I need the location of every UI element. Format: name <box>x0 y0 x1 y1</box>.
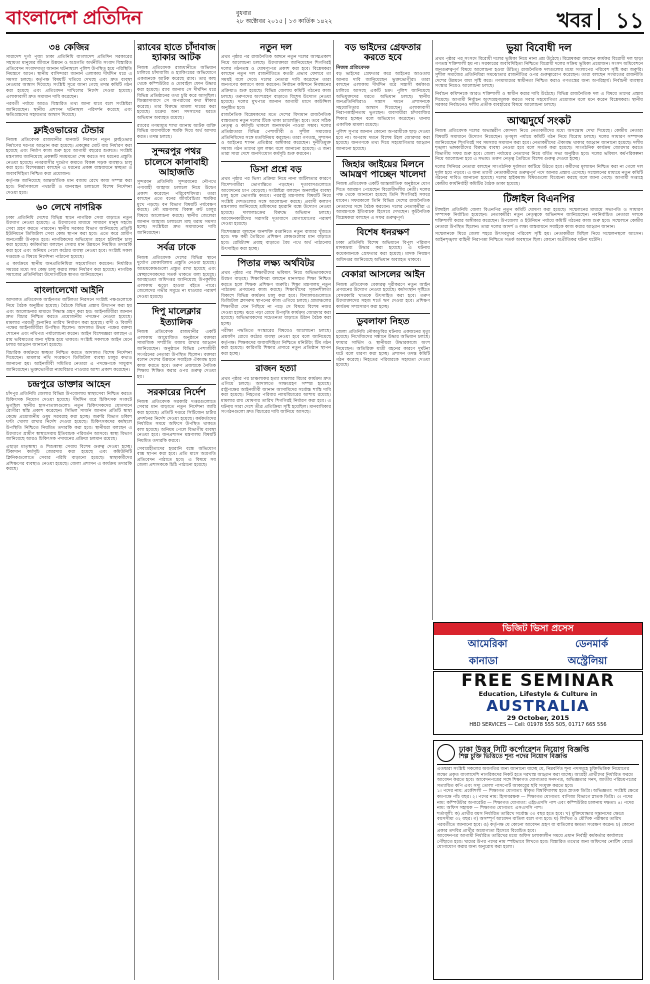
column-5 <box>435 40 643 620</box>
rule <box>221 360 331 361</box>
article-text: নির্বাচন কমিশনকে আরও শক্তিশালী ও স্বাধীন করার দাবি উঠেছে। বিভিন্ন রাজনৈতিক দল এ বিষয়ে তাদের প্রস্তাব দিয়েছে। আগামী নির্বাচন অংশগ্রহণমূলক করতে সবার সহযোগিতা প্রয়োজন বলে মনে করেন বিশ্লেষকরা। স্থানীয় সরকার নির্বাচনেও দলীয় প্রতীক ব্যবহারের বিষয়ে আলোচনা চলছে। <box>435 92 643 109</box>
date-full: ২৮ অক্টোবর ২০১৫ | ১৩ কার্তিক ১৪২২ <box>236 18 333 25</box>
divider <box>598 8 600 30</box>
rule <box>221 255 331 256</box>
article-text: প্রথম পৃষ্ঠার পর শিক্ষার্থীদের ভবিষ্যৎ নিয়ে অভিভাবকদের উদ্বেগ বাড়ছে। শিক্ষাবিদরা বলছেন মানসম্মত শিক্ষা নিশ্চিত করতে হলে শিক্ষক প্রশিক্ষণ জরুরি। শিক্ষা মন্ত্রণালয় নতুন পাঠ্যক্রম প্রণয়নের কাজ করছে। শিক্ষার্থীদের সৃজনশীলতা বিকাশে বিভিন্ন কার্যক্রম চালু করা হবে। বিদ্যালয়গুলোতে ডিজিটাল ক্লাসরুম স্থাপনের কাজ এগিয়ে চলছে। গ্রামাঞ্চলের শিক্ষার্থীরা যেন পিছিয়ে না পড়ে সে বিষয়ে বিশেষ নজর দেওয়া হচ্ছে। ঝরে পড়া রোধে উপবৃত্তি কার্যক্রম জোরদার করা হয়েছে। অভিভাবকদের সচেতনতা বাড়াতে উঠান বৈঠক করা হচ্ছে। <box>221 271 331 327</box>
article-text: সম্মেলনকে ঘিরে জেলা শহরে উৎসবমুখর পরিবেশ সৃষ্টি হয়। নেতাকর্মীরা মিছিল নিয়ে সম্মেলনস্থলে আসেন। আইনশৃঙ্খলা বাহিনী নিরাপত্তা নিশ্চিতে সতর্ক অবস্থানে ছিল। কোনো অপ্রীতিকর ঘটনা ঘটেনি। <box>435 232 643 243</box>
notice-text: এতদ্বারা সংশ্লিষ্ট সকলের অবগতির জন্য জানানো যাচ্ছে যে, নিম্নবর্ণিত শূন্য পদসমূহে চুক্তিভিত্তিক নিয়োগের লক্ষ্যে প্রকৃত বাংলাদেশি নাগরিকদের নিকট হতে দরখাস্ত আহ্বান করা যাচ্ছে। আগ্রহী প্রার্থীদের নির্ধারিত ফরমে আবেদন করতে হবে। আবেদনপত্রের সঙ্গে শিক্ষাগত যোগ্যতার সনদপত্র, অভিজ্ঞতার সনদ, জাতীয় পরিচয়পত্রের সত্যায়িত কপি এবং সদ্য তোলা পাসপোর্ট আকারের ছবি সংযুক্ত করতে হবে। <box>437 767 637 789</box>
article-text: নিজস্ব প্রতিবেদক রাজধানীতে অভিযান চালিয়ে চাঁদাবাজি ও হ্যাকিংয়ের অভিযোগে একজনকে আটক করেছে র‍্যাব। তার কাছ থেকে কম্পিউটার ও মোবাইল ফোন উদ্ধার করা হয়েছে। র‍্যাব জানায় সে দীর্ঘদিন ধরে বিভিন্ন প্রতিষ্ঠানের তথ্য চুরি করে আসছিল। জিজ্ঞাসাবাদে সে অপরাধের কথা স্বীকার করেছে। তার বিরুদ্ধে মামলা দায়ের করা হয়েছে। চক্রের অন্য সদস্যদের ধরতে অভিযান অব্যাহত রয়েছে। <box>137 65 216 122</box>
article-text: নিজস্ব প্রতিবেদক দলের অভ্যন্তরীণ কোন্দল নিয়ে নেতাকর্মীদের মধ্যে অসন্তোষ দেখা দিয়েছে। কেন্দ্রীয় নেতারা বিষয়টি সমাধানে উদ্যোগ নিয়েছেন। তৃণমূল পর্যায়ে কমিটি গঠন নিয়ে বিরোধ চলছে। দলের সাধারণ সম্পাদক জানিয়েছেন শিগগিরই সব সমস্যার সমাধান করা হবে। নেতাকর্মীদের ঐক্যবদ্ধ থাকার আহ্বান জানানো হয়েছে। দলীয় শৃঙ্খলা ভঙ্গকারীদের বিরুদ্ধে ব্যবস্থা নেওয়া হবে বলে সতর্ক করা হয়েছে। সাংগঠনিক কার্যক্রম জোরদার করতে বিভাগীয় সফর শুরু হবে। জেলা পর্যায়ের নেতাদের নিয়ে বর্ধিত সভা অনুষ্ঠিত হবে। দলের ভবিষ্যৎ কর্মপরিকল্পনা নিয়ে আলোচনা হবে এ সভায়। তরুণ নেতৃত্ব তৈরিতে বিশেষ গুরুত্ব দেওয়া হচ্ছে। <box>435 129 643 163</box>
article-text: নিজস্ব প্রতিবেদক সরকারি দপ্তরগুলোতে সেবার মান বাড়াতে নতুন নির্দেশনা জারি করা হয়েছে। প্রতিটি দপ্তরে সিটিজেন চার্টার প্রদর্শনের নির্দেশ দেওয়া হয়েছে। কর্মকর্তাদের নির্ধারিত সময়ে অফিসে উপস্থিত থাকতে বলা হয়েছে। অনিয়ম পেলে বিভাগীয় ব্যবস্থা নেওয়া হবে। জনপ্রশাসন মন্ত্রণালয় বিষয়টি নিয়মিত তদারকি করবে। <box>137 399 216 444</box>
article-text: চাঁদপুর প্রতিনিধি জেলার বিভিন্ন উপজেলায় স্বাস্থ্যসেবা নিশ্চিত করতে চিকিৎসক নিয়োগ দেওয়া হয়েছে। দীর্ঘদিন ধরে চিকিৎসক সংকটে ভুগছিল স্থানীয় হাসপাতালগুলো। নতুন চিকিৎসকদের যোগদানে রোগীরা স্বস্তি প্রকাশ করেছেন। সিভিল সার্জন জানান প্রতিটি স্বাস্থ্য কেন্দ্রে প্রয়োজনীয় ওষুধ সরবরাহ করা হচ্ছে। জরুরি বিভাগ চব্বিশ ঘণ্টা খোলা রাখার নির্দেশ দেওয়া হয়েছে। চিকিৎসকদের কর্মস্থলে উপস্থিতি নিশ্চিতে নিয়মিত তদারকি করা হবে। স্থানীয়রা বলছেন এ উদ্যোগে গ্রামীণ স্বাস্থ্যসেবায় ইতিবাচক পরিবর্তন আসবে। স্বাস্থ্য বিভাগ জানিয়েছে আরও চিকিৎসক পদায়নের প্রক্রিয়া চলমান রয়েছে। <box>6 392 132 443</box>
column-divider <box>218 40 219 980</box>
article-text: সেবাগ্রহীতাদের হয়রানি বন্ধে অভিযোগ বাক্স স্থাপন করা হবে। প্রতি মাসে অগ্রগতি প্রতিবেদন পাঠাতে হবে। এ বিষয়ে সব জেলা প্রশাসককে চিঠি পাঠানো হয়েছে। <box>137 446 216 469</box>
article-text: এ কার্যক্রমে স্থানীয় জনপ্রতিনিধিরা সহযোগিতা করবেন। নির্ধারিত সময়ের মধ্যে সব কেন্দ্র চালু করার লক্ষ্য নির্ধারণ করা হয়েছে। নাগরিক সমাজের প্রতিনিধিরা উদ্যোগটিকে স্বাগত জানিয়েছেন। <box>6 262 132 279</box>
article-text: বিশেষজ্ঞরা বলছেন জনশক্তি রপ্তানিতে নতুন বাজার খুঁজতে হবে। দক্ষ কর্মী তৈরিতে প্রশিক্ষণ কেন্দ্রগুলোর মান বাড়াতে হবে। রেমিট্যান্স প্রবাহ বাড়াতে বৈধ পথে অর্থ পাঠানোয় উৎসাহিত করা হচ্ছে। <box>221 229 331 252</box>
notice-title: ঢাকা উত্তর সিটি কর্পোরেশন নিয়োগ বিজ্ঞপ্তি <box>459 745 590 754</box>
headline: বাংলালেখো আইনি <box>34 286 104 297</box>
article-text: সারাদেশ দুর্গা পূজা ঢাকা প্রতিনিধি বাংলাদেশ প্রতিদিন সরকারের সহায়তা মানুষের জীবনে উন্নয়ন ও অগ্রগতি অর্থনীতি সংবাদ বিস্তারিত প্রতিবেদন সংবাদদাতা জানান ঘটনাস্থলে পুলিশ উপস্থিত হয়ে পরিস্থিতি নিয়ন্ত্রণে আনে। স্থানীয় বাসিন্দারা জানান এলাকায় দীর্ঘদিন ধরে এ সমস্যা চলছে। কর্তৃপক্ষ বিষয়টি খতিয়ে দেখছে এবং দ্রুত ব্যবস্থা নেওয়ার আশ্বাস দিয়েছে। সংশ্লিষ্ট সূত্রে জানা গেছে তদন্ত কমিটি গঠন করা হয়েছে এবং প্রতিবেদন দাখিলের নির্দেশ দেওয়া হয়েছে। এলাকাবাসী দ্রুত সমাধান দাবি করেছেন। <box>6 55 132 100</box>
column-1 <box>6 40 132 980</box>
headline: টিঙ্গাইল বিএনপির <box>503 194 575 206</box>
seminar-advertisement <box>433 671 643 735</box>
ad-subtitle: Education, Lifestyle & Culture in <box>478 690 598 698</box>
headline: ৩৪ কেজির <box>48 43 90 53</box>
rule <box>336 156 430 157</box>
headline: রাজন হত্যা <box>255 364 297 375</box>
rule <box>137 143 216 144</box>
date-day: বুধবার <box>236 10 252 17</box>
headline: জিহার জাইয়ের মিলনে আমন্ত্রণ পাচ্ছেন খালেদা <box>340 159 426 180</box>
recruitment-notice <box>433 740 643 980</box>
rule <box>137 384 216 385</box>
article-text: টাঙ্গাইল প্রতিনিধি জেলা বিএনপির নতুন কমিটি ঘোষণা করা হয়েছে। সম্মেলনের মাধ্যমে সভাপতি ও সাধারণ সম্পাদক নির্বাচিত হয়েছেন। নেতাকর্মীরা নতুন নেতৃত্বকে অভিনন্দন জানিয়েছেন। নবনির্বাচিত নেতারা দলকে শক্তিশালী করার অঙ্গীকার করেছেন। উপজেলা ও ইউনিয়ন পর্যায়ে কমিটি গঠনের কাজ শুরু হবে। সম্মেলনে কেন্দ্রীয় নেতারা উপস্থিত ছিলেন। তারা দলের আদর্শ ও লক্ষ্য বাস্তবায়নে সবাইকে কাজ করার আহ্বান জানান। <box>435 207 643 230</box>
article-text: প্রথম পৃষ্ঠার পর ভিসা প্রক্রিয়া নিয়ে নানা জটিলতার কারণে বিদেশগামীরা ভোগান্তিতে পড়ছেন। দূতাবাসগুলোতে আবেদনের চাপ বেড়েছে। সংশ্লিষ্টরা বলছেন অনলাইন ব্যবস্থা চালু হলে ভোগান্তি কমবে। পররাষ্ট্র মন্ত্রণালয় বিষয়টি নিয়ে সংশ্লিষ্ট দেশগুলোর সঙ্গে আলোচনা করছে। প্রবাসী কল্যাণ মন্ত্রণালয় জানিয়েছে শ্রমিকদের হয়রানি বন্ধে উদ্যোগ নেওয়া হয়েছে। দালালচক্রের বিরুদ্ধে অভিযান চলছে। আবেদনকারীদের সরাসরি দূতাবাসে যোগাযোগের পরামর্শ দেওয়া হয়েছে। <box>221 177 331 228</box>
rule <box>137 239 216 240</box>
ad-row <box>434 654 642 670</box>
ad-contact: Cell: 01978 555 505, 01717 665 556 <box>514 722 607 728</box>
rule <box>435 190 643 191</box>
column-divider <box>134 40 135 980</box>
visa-advertisement <box>433 622 643 670</box>
article-text: বড় ভাইদের গ্রেফতার করে আইনের আওতায় আনার দাবি জানিয়েছেন ভুক্তভোগীরা। তারা বলছেন এলাকায় দীর্ঘদিন ধরে সন্ত্রাসী কর্মকাণ্ড চালিয়ে আসছে একটি চক্র। পুলিশ জানিয়েছে অভিযুক্তদের ধরতে অভিযান চলছে। স্থানীয় জনপ্রতিনিধিরাও সন্ত্রাস দমনে প্রশাসনকে সহযোগিতার আশ্বাস দিয়েছেন। এলাকাবাসী নিরাপত্তাহীনতায় ভুগছেন। ব্যবসায়ীরা চাঁদাবাজির শিকার হচ্ছেন বলে অভিযোগ করেছেন। থানায় একাধিক মামলা রয়েছে। <box>336 72 430 128</box>
article-text: প্রথম পৃষ্ঠার পর রাজনৈতিক অঙ্গনে নতুন দলের আত্মপ্রকাশ নিয়ে আলোচনা চলছে। উদ্যোক্তারা জানিয়েছেন শিগগিরই দলের গঠনতন্ত্র ও ঘোষণাপত্র প্রকাশ করা হবে। বিশ্লেষকরা বলছেন নতুন দল রাজনীতিতে কতটা প্রভাব ফেলবে তা সময়ই বলে দেবে। দলের নেতারা দাবি করেছেন তারা জনগণের কল্যাণে কাজ করবেন। নির্বাচন কমিশনে নিবন্ধনের প্রক্রিয়াও শুরু হয়েছে। বিভিন্ন জেলায় কমিটি গঠনের কাজ চলছে। তরুণদের অংশগ্রহণ বাড়াতে বিশেষ উদ্যোগ নেওয়া হয়েছে। দলের মুখপাত্র জানান আগামী মাসে কাউন্সিল অনুষ্ঠিত হবে। <box>221 55 331 111</box>
rule <box>435 112 643 113</box>
rule <box>6 282 132 283</box>
headline: সরকারের নির্দেশ <box>147 387 206 398</box>
article-text: আদালত প্রতিবেদক আইনগত জটিলতা নিরসনে সংশ্লিষ্ট পক্ষগুলোকে নিয়ে বৈঠক অনুষ্ঠিত হয়েছে। বৈঠকে বিভিন্ন প্রস্তাব উত্থাপন করা হয় এবং আলোচনার মাধ্যমে সিদ্ধান্ত গ্রহণ করা হয়। আইনজীবীরা জানান দ্রুত বিচার নিশ্চিত করতে প্রয়োজনীয় পদক্ষেপ নেওয়া হয়েছে। মামলার পরবর্তী শুনানির তারিখ নির্ধারণ করা হয়েছে। বাদী ও বিবাদী পক্ষের আইনজীবীরা উপস্থিত ছিলেন। আদালত উভয় পক্ষের বক্তব্য শোনেন এবং নথিপত্র পর্যালোচনা করেন। আইন বিশেষজ্ঞরা বলছেন এ রায় ভবিষ্যতের জন্য দৃষ্টান্ত হয়ে থাকবে। সংশ্লিষ্ট সকলকে আইন মেনে চলার আহ্বান জানানো হয়েছে। <box>6 298 132 349</box>
column-4 <box>336 40 430 620</box>
headline: নতুন দল <box>259 43 293 53</box>
article-text: র‍্যাবের গণমাধ্যম শাখা জানায় আটক ব্যক্তি বিভিন্ন ব্যবসায়ীকে হুমকি দিয়ে অর্থ আদায় করত। তদন্ত চলছে। <box>137 123 216 140</box>
rule <box>221 161 331 162</box>
ad-row <box>434 635 642 654</box>
ad-country: ডেনমার্ক <box>575 639 609 650</box>
rule <box>6 122 132 123</box>
article-text: বিচারিক কার্যক্রমে স্বচ্ছতা নিশ্চিত করতে আদালত বিশেষ নির্দেশনা দিয়েছেন। মামলার নথি সংরক্ষণে ডিজিটাল ব্যবস্থা চালুর কথাও জানানো হয়। আইনজীবী সমিতির নেতারা এ পদক্ষেপকে সাধুবাদ জানিয়েছেন। ভুক্তভোগীরা ন্যায়বিচার পাওয়ার আশা প্রকাশ করেছেন। <box>6 350 132 373</box>
column-2 <box>137 40 216 980</box>
column-divider <box>333 40 334 980</box>
ad-country: অস্ট্রেলিয়া <box>567 656 608 667</box>
government-emblem-icon <box>437 744 455 762</box>
article-text: এছাড়া মাতৃস্বাস্থ্য ও শিশুস্বাস্থ্য সেবায় বিশেষ গুরুত্ব দেওয়া হচ্ছে। টিকাদান কর্মসূচি জোরদার করা হয়েছে এবং কমিউনিটি ক্লিনিকগুলোতে সেবার পরিধি বাড়ানো হয়েছে। স্বাস্থ্যকর্মীদের প্রশিক্ষণের ব্যবস্থাও নেওয়া হয়েছে। জেলা প্রশাসন এ কার্যক্রম তদারকি করছে। <box>6 444 132 473</box>
headline: বিশেষ ধনরক্ষণ <box>356 228 410 239</box>
article-text: প্রথম পৃষ্ঠার পর চাঞ্চল্যকর হত্যা মামলার বিচার কার্যক্রম দ্রুত এগিয়ে চলছে। আদালতে সাক্ষ্যগ্রহণ সম্পন্ন হয়েছে। রাষ্ট্রপক্ষের আইনজীবী জানান আসামিদের সর্বোচ্চ শাস্তি দাবি করা হয়েছে। নিহতের পরিবার ন্যায়বিচারের আশায় রয়েছে। মামলার রায় ঘোষণার তারিখ শিগগিরই নির্ধারণ করা হবে। এ ঘটনায় সারা দেশে তীব্র প্রতিক্রিয়া সৃষ্টি হয়েছিল। মানবাধিকার সংগঠনগুলো দ্রুত বিচারের দাবি জানিয়ে আসছে। <box>221 376 331 416</box>
headline: আত্মদুর্ঘে সংকট <box>507 115 571 127</box>
section-title: খবর <box>556 8 592 32</box>
article-text: নিজস্ব প্রতিবেদক রাজধানীর একটি এলাকায় আয়োজিত অনুষ্ঠানে বক্তারা সামাজিক সম্প্রীতি বজায় রাখার আহ্বান জানিয়েছেন। অনুষ্ঠানে বিভিন্ন পেশাজীবী সংগঠনের নেতারা উপস্থিত ছিলেন। বক্তারা বলেন দেশের উন্নয়নে সবাইকে ঐক্যবদ্ধ হয়ে কাজ করতে হবে। তরুণ প্রজন্মকে নৈতিক শিক্ষায় শিক্ষিত করার ওপর গুরুত্ব দেওয়া হয়। <box>137 330 216 380</box>
notice-text: শর্তাবলী: ক) প্রার্থীর বয়স নির্ধারিত তারিখে সর্বোচ্চ ৩০ বছর হতে হবে। খ) মুক্তিযোদ্ধার সন্তানদের ক্ষেত্রে বয়সসীমা ৩২ বছর। গ) অসম্পূর্ণ আবেদন বাতিল বলে গণ্য হবে। ঘ) লিখিত ও মৌখিক পরীক্ষার তারিখ পরবর্তীতে জানানো হবে। ঙ) কর্তৃপক্ষ যে কোনো আবেদন গ্রহণ বা বাতিলের ক্ষমতা সংরক্ষণ করেন। চ) কোনো প্রকার তদবির প্রার্থীর অযোগ্যতা হিসেবে বিবেচিত হবে। <box>437 811 635 834</box>
article-text: পরবর্তী পর্যায়ে আরও বিস্তারিত তথ্য জানা যাবে বলে সংশ্লিষ্টরা জানিয়েছেন। স্থানীয় প্রশাসন ঘটনাস্থল পরিদর্শন করেছে এবং ক্ষতিগ্রস্তদের সহায়তার আশ্বাস দিয়েছে। <box>6 102 132 119</box>
ad-org-name: HBD SERVICES <box>469 722 507 728</box>
ad-date: 29 October, 2015 <box>506 714 570 722</box>
article-text: পুলিশ সুপার জানান কোনো অপরাধীকে ছাড় দেওয়া হবে না। অপরাধ দমনে বিশেষ টহল জোরদার করা হয়েছে। জনগণকে তথ্য দিয়ে সহযোগিতার আহ্বান জানানো হয়েছে। <box>336 130 430 152</box>
article-text: জেলা প্রতিনিধি নৌকাডুবির ঘটনায় একজনের মৃত্যু হয়েছে। নিখোঁজদের সন্ধানে উদ্ধার অভিযান চলছে। ফায়ার সার্ভিস ও স্থানীয়রা উদ্ধারকাজে অংশ নিয়েছেন। অতিরিক্ত যাত্রী বহনের কারণে দুর্ঘটনা ঘটে বলে ধারণা করা হচ্ছে। প্রশাসন তদন্ত কমিটি গঠন করেছে। নিহতের পরিবারকে সহায়তা দেওয়া হয়েছে। <box>336 329 430 369</box>
headline: ডুবলাফা নিহত <box>356 317 410 328</box>
headline: ৬০ লেখে নাগরিক <box>36 203 102 214</box>
article-text: ঢাকা প্রতিনিধি বিশেষ অভিযানে বিপুল পরিমাণ মাদকদ্রব্য উদ্ধার করা হয়েছে। এ ঘটনায় কয়েকজনকে গ্রেফতার করা হয়েছে। মাদক নিয়ন্ত্রণ অধিদপ্তর জানিয়েছে অভিযান অব্যাহত থাকবে। <box>336 240 430 263</box>
notice-text: আবেদনপত্র আগামী নির্ধারিত তারিখের মধ্যে অফিস চলাকালীন সময়ে প্রধান নির্বাহী কর্মকর্তার কার্যালয়ে পৌঁছাতে হবে। খামের উপর পদের নাম স্পষ্টভাবে লিখতে হবে। বিস্তারিত তথ্যের জন্য অফিসের নোটিশ বোর্ডে যোগাযোগ করার জন্য অনুরোধ করা হলো। <box>437 834 633 851</box>
dateline <box>236 10 332 26</box>
article-text: নিজস্ব প্রতিবেদক রাজধানীর যানজট নিরসনে নতুন ফ্লাইওভার নির্মাণের দরপত্র আহ্বান করা হয়েছে। প্রকল্পের মোট ব্যয় নির্ধারণ করা হয়েছে এবং নির্মাণ কাজ শুরু হবে আগামী বছরের শুরুতে। সংশ্লিষ্ট মন্ত্রণালয় জানিয়েছে প্রকল্পটি সময়মতো শেষ করতে সব ধরনের প্রস্তুতি নেওয়া হয়েছে। নগরবাসীর দুর্ভোগ কমাতে বিকল্প সড়ক ব্যবস্থাও চালু করা হবে। বিশেষজ্ঞরা বলছেন এ ধরনের প্রকল্প বাস্তবায়নে স্বচ্ছতা ও জবাবদিহিতা নিশ্চিত করা প্রয়োজন। <box>6 138 132 177</box>
article-text: রাজনৈতিক বিশ্লেষকদের মতে দেশের বিদ্যমান রাজনৈতিক বাস্তবতায় নতুন দলের টিকে থাকা চ্যালেঞ্জিং হবে। তবে সঠিক নেতৃত্ব ও কর্মসূচি থাকলে জনসমর্থন পাওয়া সম্ভব। দলের প্রতিষ্ঠাতারা বিভিন্ন পেশাজীবী ও সুশীল সমাজের প্রতিনিধিদের সঙ্গে মতবিনিময় করছেন। তারা গণতন্ত্র, সুশাসন ও আইনের শাসন প্রতিষ্ঠার অঙ্গীকার করেছেন। দুর্নীতিমুক্ত সমাজ গঠন তাদের মূল লক্ষ্য বলে জানানো হয়েছে। এ জন্য তারা সারা দেশে জনসংযোগ কর্মসূচি শুরু করবেন। <box>221 113 331 158</box>
rule <box>6 376 132 377</box>
article-text: পরীক্ষা পদ্ধতিতে সংস্কারের বিষয়েও আলোচনা চলছে। প্রশ্নফাঁস রোধে কঠোর ব্যবস্থা নেওয়া হবে বলে জানিয়েছে কর্তৃপক্ষ। শিক্ষকদের জবাবদিহিতা নিশ্চিতে মনিটরিং টিম গঠন করা হয়েছে। কারিগরি শিক্ষার প্রসারে নতুন প্রতিষ্ঠান স্থাপন করা হচ্ছে। <box>221 329 331 357</box>
headline: পিতার লক্ষ্য অর্থবিটর <box>237 259 315 270</box>
notice-subtitle: শিল্প চুক্তি ভিত্তিতে শূন্য পদের নিয়োগ বিজ্ঞপ্তি <box>459 753 568 760</box>
notice-header <box>437 744 639 765</box>
column-divider <box>432 40 433 620</box>
article-text: নিজস্ব প্রতিবেদক একটি আন্তর্জাতিক অনুষ্ঠানে যোগ দিতে আমন্ত্রণ পেয়েছেন বিরোধীদলীয় নেত্রী। দলের পক্ষ থেকে জানানো হয়েছে তিনি শিগগিরই সফরে যাবেন। সফরকালে তিনি বিভিন্ন দেশের রাজনৈতিক নেতাদের সঙ্গে বৈঠক করবেন। দলের নেতাকর্মীরা এ আমন্ত্রণকে ইতিবাচক হিসেবে দেখছেন। কূটনৈতিক বিশ্লেষকরা বলছেন এ সফর গুরুত্বপূর্ণ। <box>336 182 430 221</box>
column-3 <box>221 40 331 980</box>
article-text: ঢাকা প্রতিনিধি দেশের বিভিন্ন স্থানে নাগরিক সেবা বাড়াতে নতুন উদ্যোগ নেওয়া হয়েছে। এ উদ্যোগের মাধ্যমে সাধারণ মানুষ সহজে সেবা গ্রহণ করতে পারবেন। স্থানীয় সরকার বিভাগ জানিয়েছে প্রতিটি ইউনিয়নে ডিজিটাল সেবা কেন্দ্র স্থাপন করা হবে। এতে করে গ্রামীণ জনগোষ্ঠী উপকৃত হবে। নাগরিকদের অভিযোগ গ্রহণে হটলাইন চালু করা হয়েছে। কর্মকর্তারা বলছেন সেবার মান উন্নয়নে নিয়মিত তদারকি করা হবে এবং অনিয়ম পেলে কঠোর ব্যবস্থা নেওয়া হবে। সংশ্লিষ্ট সকল দপ্তরকে এ বিষয়ে নির্দেশনা পাঠানো হয়েছে। <box>6 215 132 260</box>
article-text: কর্তৃপক্ষ জানিয়েছে আন্তর্জাতিক মান বজায় রেখে কাজ সম্পন্ন করা হবে। নির্মাণকালে পথচারী ও যানবাহন চলাচলে বিশেষ নির্দেশনা দেওয়া হবে। <box>6 179 132 196</box>
headline: ভুয়া বিবোধী দল <box>506 43 572 54</box>
headline: বড় ভাইদের গ্রেফতার করতে হবে <box>344 43 422 64</box>
newspaper-brand: বাংলাদেশ প্রতিদিন <box>6 7 142 29</box>
rule <box>336 266 430 267</box>
headline: দিপু মালেক্লার ইত্যালিক <box>151 307 202 328</box>
headline: সুন্দরপুর পথর চালেসে কালাবাহী আহাজতি <box>144 147 209 179</box>
headline: র‍্যাবের হাতে চাঁদাবাজ হ্যাকার আটক <box>137 43 216 64</box>
headline: বেকারা আসলের আইন <box>341 270 425 281</box>
ad-title: FREE SEMINAR <box>461 671 615 691</box>
article-text: নিজস্ব প্রতিবেদক বেকারত্ব দূরীকরণে নতুন আইন প্রণয়নের উদ্যোগ নেওয়া হয়েছে। কর্মসংস্থান সৃষ্টিতে বেসরকারি খাতকে উৎসাহিত করা হবে। তরুণ উদ্যোক্তাদের সহজ শর্তে ঋণ দেওয়া হবে। প্রশিক্ষণ কার্যক্রম সম্প্রসারণ করা হচ্ছে। <box>336 282 430 310</box>
article-text: দলের সিনিয়র নেতারা বলছেন সাংগঠনিক দুর্বলতা কাটিয়ে উঠতে হবে। কর্মীদের মূল্যায়ন নিশ্চিত করা না গেলে দল দুর্বল হয়ে পড়বে। এ জন্য ত্যাগী নেতাকর্মীদের গুরুত্বপূর্ণ পদে আনার প্রস্তাব এসেছে। সম্মেলনের মাধ্যমে নতুন কমিটি গঠনের দাবিও জানানো হয়েছে। দলের হাইকমান্ড বিষয়গুলো বিবেচনা করছে বলে জানা গেছে। আগামী সপ্তাহে কেন্দ্রীয় কার্যনির্বাহী কমিটির বৈঠক ডাকা হয়েছে। <box>435 164 643 187</box>
ad-heading: ভিজিট ভিসা প্রসেস <box>434 623 642 635</box>
article-text: প্রথম পৃষ্ঠার পর সংসদে বিরোধী দলের ভূমিকা নিয়ে নানা প্রশ্ন উঠেছে। বিশ্লেষকরা বলছেন কার্যকর বিরোধী দল ছাড়া গণতন্ত্র শক্তিশালী হয় না। সরকারের জবাবদিহিতা নিশ্চিতে বিরোধী দলের সক্রিয় ভূমিকা প্রয়োজন। সংসদ অধিবেশনে জনগুরুত্বপূর্ণ বিষয়ে আলোচনা হওয়া উচিত। রাজনৈতিক দলগুলোর মধ্যে সংলাপের পরিবেশ সৃষ্টি করা জরুরি। সুশীল সমাজের প্রতিনিধিরা সমঝোতার রাজনীতির ওপর গুরুত্বারোপ করেছেন। তারা বলছেন সংঘাতের রাজনীতি দেশের উন্নয়নে বাধা সৃষ্টি করে। গণমাধ্যমের স্বাধীনতা নিশ্চিত করাও গণতন্ত্রের জন্য অপরিহার্য। নির্বাচনী ব্যবস্থার সংস্কার নিয়েও আলোচনা চলছে। <box>435 56 643 90</box>
rule <box>336 313 430 314</box>
ad-org: HBD SERVICES — Cell: 01978 555 505, 01717 665 556 <box>469 722 607 728</box>
rule <box>6 199 132 200</box>
masthead <box>6 4 644 34</box>
headline: ডিসা প্রশ্নে বড় <box>250 165 302 176</box>
rule <box>137 303 216 304</box>
headline: ফ্লাইওভারের টেন্ডার <box>33 125 105 136</box>
page-number: ১১ <box>615 8 644 34</box>
headline: সর্বত্র ঢাকে <box>157 243 196 254</box>
headline: চন্দ্রপুরে ডাক্তার আহেন <box>27 380 111 391</box>
ad-country: AUSTRALIA <box>486 697 590 715</box>
notice-text: ১। পদের নাম: প্রকৌশলী — শিক্ষাগত যোগ্যতা: স্বীকৃত বিশ্ববিদ্যালয় হতে স্নাতক ডিগ্রি। অভিজ্ঞতা: সংশ্লিষ্ট ক্ষেত্রে কমপক্ষে পাঁচ বছর। ২। পদের নাম: হিসাবরক্ষক — শিক্ষাগত যোগ্যতা: বাণিজ্য বিভাগে স্নাতক ডিগ্রি। ৩। পদের নাম: কম্পিউটার অপারেটর — শিক্ষাগত যোগ্যতা: এইচএসসি পাশ এবং কম্পিউটার চালনায় দক্ষতা। ৪। পদের নাম: অফিস সহায়ক — শিক্ষাগত যোগ্যতা: এসএসসি পাশ। <box>437 789 639 812</box>
rule <box>336 224 430 225</box>
ad-country: কানাডা <box>468 656 498 667</box>
article-text: নিজস্ব প্রতিবেদক দেশের বিভিন্ন স্থানে দুর্যোগ মোকাবিলায় প্রস্তুতি নেওয়া হয়েছে। আশ্রয়কেন্দ্রগুলো প্রস্তুত রাখা হয়েছে এবং স্বেচ্ছাসেবকদের সতর্ক থাকতে বলা হয়েছে। আবহাওয়া অধিদপ্তর জানিয়েছে উপকূলীয় এলাকায় ঝড়ো হাওয়া বইতে পারে। জেলেদের গভীর সমুদ্রে না যাওয়ার পরামর্শ দেওয়া হয়েছে। <box>137 255 216 300</box>
byline: নিজস্ব প্রতিবেদক <box>336 64 370 71</box>
article-text: সুন্দরবন প্রতিনিধি সুন্দরবনের নৌপথে পণ্যবাহী জাহাজ চলাচল নিয়ে উদ্বেগ প্রকাশ করেছেন পরিবেশবিদরা। তারা বলছেন এতে বনের জীববৈচিত্র্য হুমকির মুখে পড়ছে। বন বিভাগ বিষয়টি পর্যবেক্ষণ করছে। নৌ মন্ত্রণালয় বিকল্প রুট চালুর বিষয়ে আলোচনা করছে। স্থানীয় জেলেরা জানান জাহাজ চলাচলে মাছ ধরায় সমস্যা হচ্ছে। সংশ্লিষ্টরা দ্রুত সমাধানের দাবি জানিয়েছেন। <box>137 180 216 236</box>
ad-country: আমেরিকা <box>467 639 508 650</box>
